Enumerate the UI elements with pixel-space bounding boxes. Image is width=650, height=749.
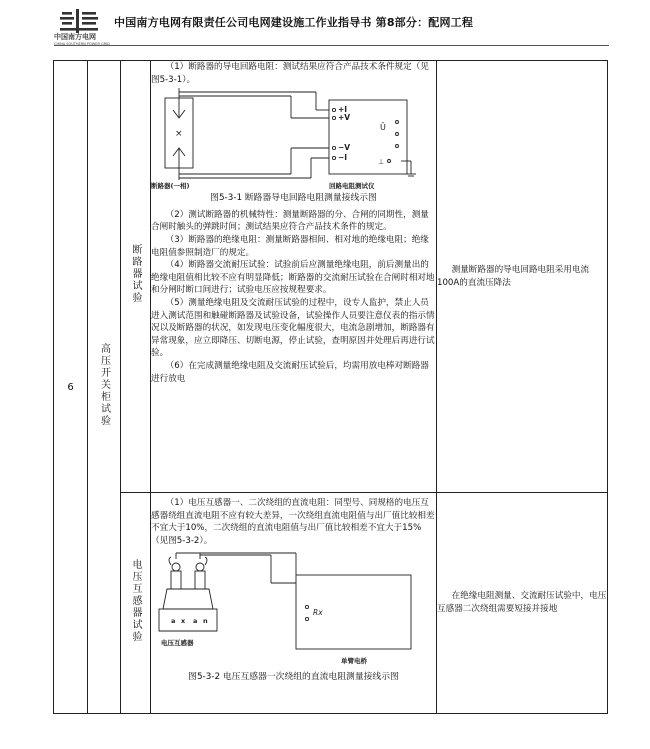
tester-label: 回路电阻测试仪 (329, 182, 375, 191)
pt-resistance-diagram (151, 549, 421, 669)
meter-mark: Ū (380, 123, 386, 133)
pt-device-label: 电压互感器 (161, 639, 194, 648)
breaker-x-mark: × (175, 129, 183, 140)
terminal-plus-i: +I (338, 105, 348, 115)
terminal-minus-v: −V (338, 143, 351, 153)
breaker-item-2: （2）测试断路器的机械特性：测量断路器的分、合闸的同期性，测量合闸时触头的弹跳时间；测试结果应符合产品技术条件的规定。 (151, 209, 429, 233)
breaker-resistance-diagram (151, 88, 421, 190)
terminal-plus-v: +V (338, 113, 351, 123)
ground-mark: ⊥ (378, 158, 385, 167)
header-divider (54, 45, 609, 46)
breaker-label-cell (121, 61, 151, 493)
pt-body (159, 609, 217, 631)
terminal-minus-i: −I (338, 153, 348, 163)
breaker-note-cell (437, 61, 608, 493)
page-header (0, 0, 650, 46)
breaker-item-6: （6）在完成测量绝缘电阻及交流耐压试验后，均需用放电棒对断路器进行放电 (151, 360, 429, 384)
breaker-phase-label: 断路器(一相) (151, 182, 190, 191)
pt-label-cell (121, 493, 151, 714)
breaker-item-3: （3）断路器的绝缘电阻：测量断路器相间、相对地的绝缘电阻；绝缘电阻值参照制造厂的规定。 (151, 234, 429, 258)
logo-text: 中国南方电网 (54, 33, 96, 41)
table-row (54, 493, 608, 714)
pt-content (151, 493, 437, 714)
table-row (54, 61, 608, 493)
breaker-item-1: （1）断路器的导电回路电阻：测试结果应符合产品技术条件规定（见图5-3-1）。 (151, 62, 429, 85)
category-cell (88, 61, 121, 714)
document-title: 中国南方电网有限责任公司电网建设施工作业指导书 第8部分：配网工程 (114, 16, 474, 29)
figure-5-3-1-caption: 图5-3-1 断路器导电回路电阻测量接线示图 (210, 193, 377, 204)
pt-terminal-a2: a (193, 617, 198, 626)
breaker-content (151, 61, 437, 493)
pt-terminal-a: a (171, 617, 176, 626)
pt-note: 在绝缘电阻测量、交流耐压试验中，电压互感器二次绕组需要短接并接地 (437, 591, 607, 614)
bridge-label: 单臂电桥 (341, 657, 367, 666)
row-number: 6 (54, 61, 88, 714)
breaker-item-4: （4）断路器交流耐压试验：试验前后应测量绝缘电阻，前后测量出的绝缘电阻值相比较不应有明显降低；断路器的交流耐压试验在合闸时相对地和分闸时断口间进行；试验电压应按规程要求。 (151, 260, 435, 296)
breaker-label: 断路器试验 (130, 244, 141, 304)
figure-5-3-2-caption: 图5-3-2 电压互感器一次绕组的直流电阻测量接线示图 (188, 672, 399, 683)
pt-label: 电压互感器试验 (130, 558, 141, 643)
pt-item-1: （1）电压互感器一、二次绕组的直流电阻：同型号、同规格的电压互感器绕组直流电阻不应有较大差异，一次绕组直流电阻值与出厂值比较相差不宜大于10%，二次绕组的直流电阻值与出厂值比较相差不宜大于15%（见图5-3-2）。 (151, 498, 435, 546)
breaker-note: 测量断路器的导电回路电阻采用电流100A的直流压降法 (437, 264, 590, 288)
logo-subtext: CHINA SOUTHERN POWER GRID (54, 42, 110, 46)
pt-terminal-x: x (181, 617, 186, 626)
rx-label: Rx (313, 608, 323, 618)
pt-terminal-n: n (203, 617, 208, 626)
breaker-item-5: （5）测量绝缘电阻及交流耐压试验的过程中，设专人监护，禁止人员进入测试范围和触碰断路器及试验设备，试验操作人员要注意仪表的指示情况以及断路器的状况，如发现电压变化幅度很大，电流急剧增加，断路器有异常现象，应立即降压、切断电源，停止试验，查明原因并处理后再进行试验。 (151, 297, 435, 359)
pt-note-cell (437, 493, 608, 714)
procedure-table (53, 60, 608, 714)
category-label: 高压开关柜试验 (98, 342, 110, 427)
